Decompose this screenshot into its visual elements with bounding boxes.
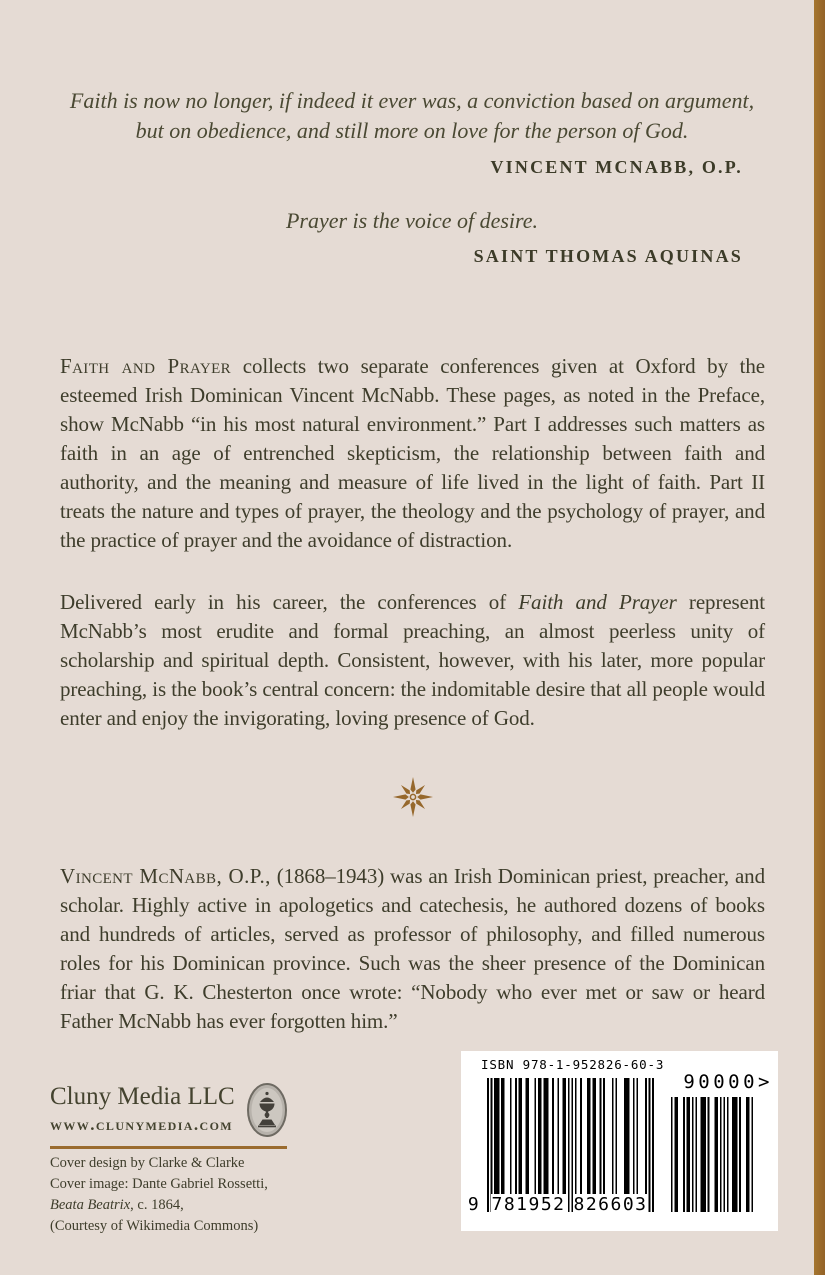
- barcode-digit-lead: 9: [467, 1194, 481, 1215]
- credit-artwork-date: , c. 1864,: [130, 1197, 184, 1213]
- cover-credits: [50, 1153, 330, 1237]
- spine-stripe: [814, 0, 825, 1275]
- description-paragraph-1: [60, 352, 765, 555]
- book-title-lead: Faith and Prayer: [60, 354, 232, 378]
- quote-aquinas: Prayer is the voice of desire.: [285, 208, 539, 233]
- book-title-italic: Faith and Prayer: [518, 590, 677, 614]
- publisher-name: Cluny Media LLC: [50, 1083, 235, 1110]
- description-paragraph-2-text-b: represent McNabb’s most erudite and formal preaching, an almost peerless unity of scholarship and spiritual depth. Consistent, however, with his later, more popular preaching, is the book’s central concern: the indomitable desire that all people would enter and enjoy the invigorating, loving presence of God.: [60, 590, 765, 730]
- credit-design: Cover design by Clarke & Clarke: [50, 1155, 245, 1171]
- publisher-logo-chalice-icon: [247, 1083, 287, 1142]
- quote-mcnabb: Faith is now no longer, if indeed it ever was, a conviction based on argument, but on obedience, and still more on love for the person of God.: [69, 88, 755, 143]
- footer-divider-rule: [50, 1146, 287, 1149]
- quote-aquinas-attribution: SAINT THOMAS AQUINAS: [473, 246, 743, 266]
- isbn-label: ISBN 978-1-952826-60-3: [481, 1057, 665, 1072]
- credit-artwork-title: Beata Beatrix: [50, 1197, 131, 1213]
- publisher-website: www.clunymedia.com: [50, 1115, 234, 1134]
- description-paragraph-2-text-a: Delivered early in his career, the conferences of: [60, 590, 519, 614]
- quote-mcnabb-attribution: VINCENT MCNABB, O.P.: [490, 157, 743, 177]
- description-paragraph-1-text: collects two separate conferences given at Oxford by the esteemed Irish Dominican Vincent McNabb. These pages, as noted in the Preface, show McNabb “in his most natural environment.” Part I addresses such matters as faith in an age of entrenched skepticism, the relationship between faith and authority, and the meaning and measure of life lived in the light of faith. Part II treats the nature and types of prayer, the theology and the psychology of prayer, and the practice of prayer and the avoidance of distraction.: [60, 354, 765, 552]
- ean13-barcode: [467, 1078, 654, 1215]
- credit-courtesy: (Courtesy of Wikimedia Commons): [50, 1218, 259, 1234]
- barcode-digits-group1: 781952: [491, 1194, 566, 1215]
- author-bio: [60, 862, 765, 1036]
- barcode-supplement-label: 90000>: [683, 1071, 773, 1093]
- description-paragraph-2: [60, 588, 765, 733]
- star-ornament-icon: [391, 775, 435, 819]
- author-bio-text: (1868–1943) was an Irish Dominican priest, preacher, and scholar. Highly active in apologetics and catechesis, he authored dozens of books and hundreds of articles, served as professor of philosophy, and filled numerous roles for his Dominican province. Such was the sheer presence of the Dominican friar that G. K. Chesterton once wrote: “Nobody who ever met or saw or heard Father McNabb has ever forgotten him.”: [60, 864, 765, 1033]
- author-name-lead: Vincent McNabb, O.P.,: [60, 864, 271, 888]
- credit-image: Cover image: Dante Gabriel Rossetti,: [50, 1176, 268, 1192]
- barcode-panel: [461, 1051, 778, 1231]
- ean5-supplement-barcode: [669, 1097, 753, 1212]
- barcode-digits-group2: 826603: [573, 1194, 648, 1215]
